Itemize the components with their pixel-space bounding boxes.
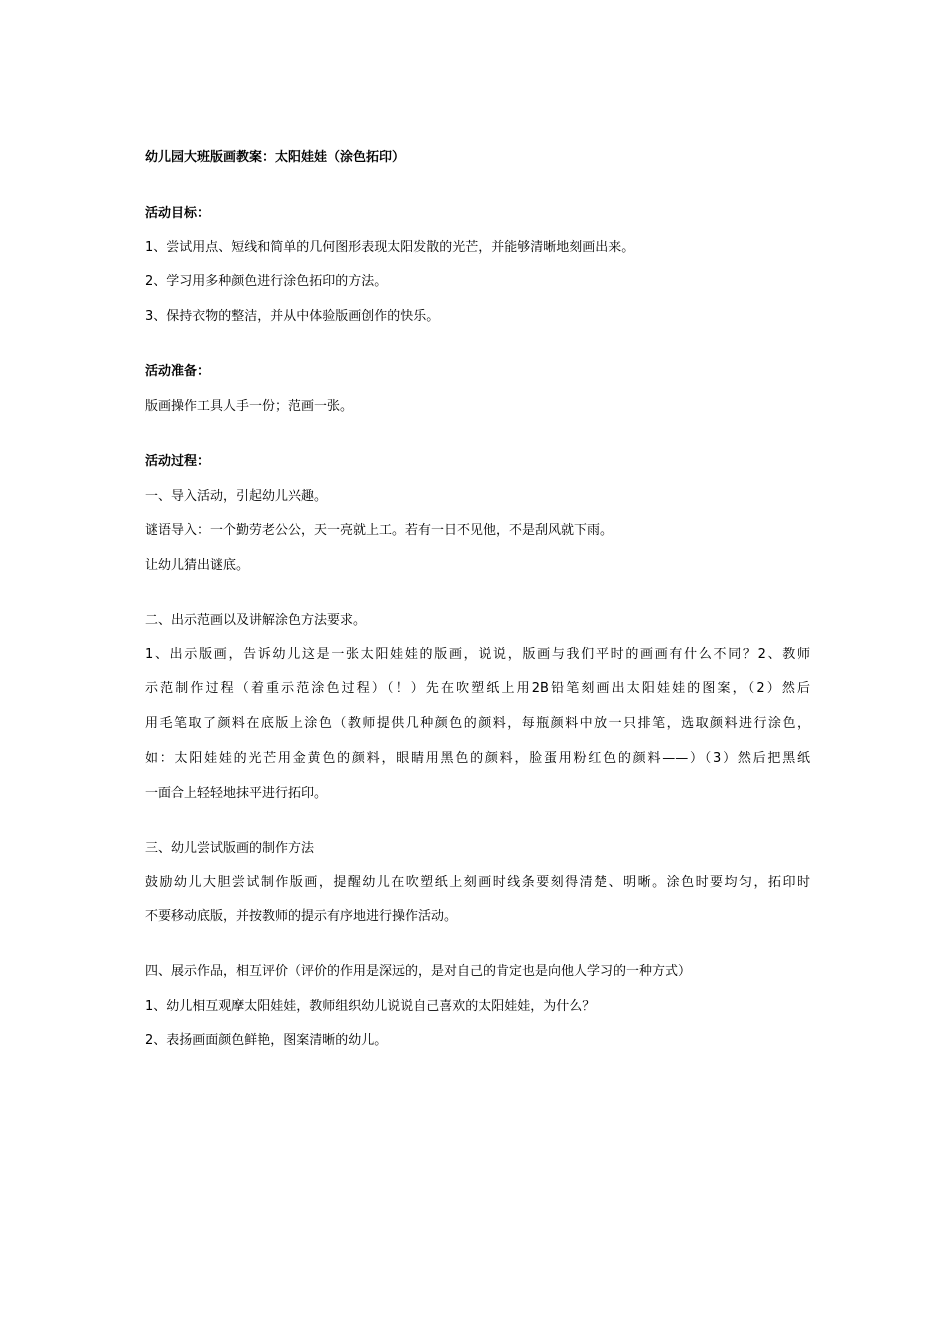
step-paragraph-line: 示范制作过程（着重示范涂色过程）（！）先在吹塑纸上用2B铅笔刻画出太阳娃娃的图案，（2）然后 bbox=[145, 681, 810, 696]
step-paragraph-line: 1、幼儿相互观摩太阳娃娃，教师组织幼儿说说自己喜欢的太阳娃娃，为什么？ bbox=[145, 999, 596, 1014]
step-paragraph-line: 用毛笔取了颜料在底版上涂色（教师提供几种颜色的颜料，每瓶颜料中放一只排笔，选取颜料进行涂色， bbox=[145, 716, 810, 731]
step-title: 二、出示范画以及讲解涂色方法要求。 bbox=[145, 613, 367, 628]
step-paragraph-line: 如：太阳娃娃的光芒用金黄色的颜料，眼睛用黑色的颜料，脸蛋用粉红色的颜料——）（3）然后把黑纸 bbox=[145, 751, 810, 766]
preparation-heading: 活动准备： bbox=[145, 364, 211, 379]
step-paragraph-line: 让幼儿猜出谜底。 bbox=[145, 558, 250, 573]
step-paragraph-line: 一面合上轻轻地抹平进行拓印。 bbox=[145, 786, 328, 801]
goal-item: 3、保持衣物的整洁，并从中体验版画创作的快乐。 bbox=[145, 309, 440, 324]
step-paragraph-line: 1、出示版画，告诉幼儿这是一张太阳娃娃的版画，说说，版画与我们平时的画画有什么不同？2、教师 bbox=[145, 647, 810, 662]
goals-heading: 活动目标： bbox=[145, 206, 211, 221]
step-paragraph-line: 谜语导入：一个勤劳老公公，天一亮就上工。若有一日不见他，不是刮风就下雨。 bbox=[145, 523, 614, 538]
step-title: 四、展示作品，相互评价（评价的作用是深远的，是对自己的肯定也是向他人学习的一种方式） bbox=[145, 964, 692, 979]
goal-item: 2、学习用多种颜色进行涂色拓印的方法。 bbox=[145, 274, 388, 289]
step-paragraph-line: 鼓励幼儿大胆尝试制作版画，提醒幼儿在吹塑纸上刻画时线条要刻得清楚、明晰。涂色时要均匀，拓印时 bbox=[145, 875, 810, 890]
step-paragraph-line: 2、表扬画面颜色鲜艳，图案清晰的幼儿。 bbox=[145, 1033, 388, 1048]
preparation-text: 版画操作工具人手一份；范画一张。 bbox=[145, 399, 354, 414]
step-title: 一、导入活动，引起幼儿兴趣。 bbox=[145, 489, 328, 504]
document-title: 幼儿园大班版画教案：太阳娃娃（涂色拓印） bbox=[145, 150, 406, 165]
step-paragraph-line: 不要移动底版，并按教师的提示有序地进行操作活动。 bbox=[145, 909, 458, 924]
process-heading: 活动过程： bbox=[145, 454, 211, 469]
goal-item: 1、尝试用点、短线和简单的几何图形表现太阳发散的光芒，并能够清晰地刻画出来。 bbox=[145, 240, 635, 255]
step-title: 三、幼儿尝试版画的制作方法 bbox=[145, 841, 315, 856]
